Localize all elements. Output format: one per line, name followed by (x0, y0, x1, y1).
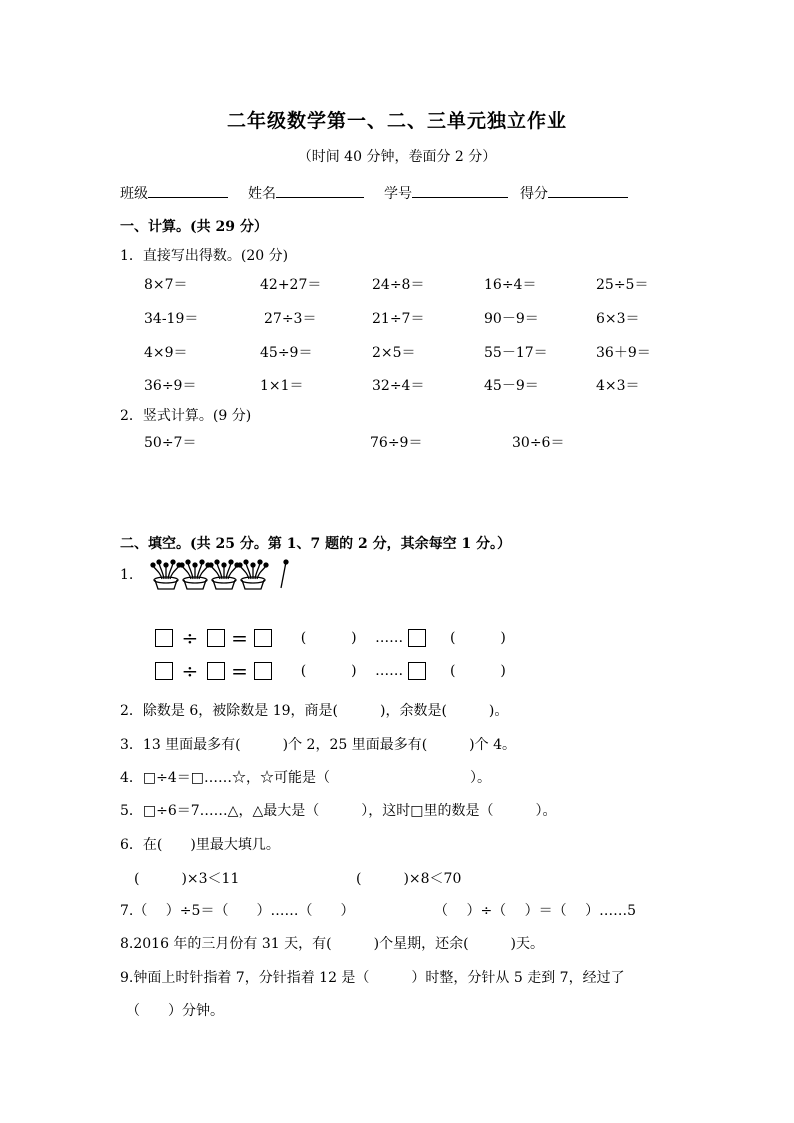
page-title: 二年级数学第一、二、三单元独立作业 (226, 110, 567, 132)
equals-symbol: = (231, 659, 248, 683)
fill-blank-question: 6．在( )里最大填几。 (120, 837, 280, 853)
single-flower-stem-icon (281, 560, 288, 588)
fill-blank-question: 8.2016 年的三月份有 31 天，有( )个星期，还余( )天。 (120, 936, 544, 952)
oral-calc-item: 6×3＝ (596, 311, 640, 327)
oral-calc-item: 4×3＝ (596, 378, 640, 394)
page-subtitle: （时间 40 分钟，卷面分 2 分） (297, 149, 497, 165)
close-paren: ) (500, 630, 506, 646)
field-class-label: 班级 (120, 186, 148, 202)
box-equation-row (155, 659, 506, 683)
oral-calc-item: 45－9＝ (484, 378, 539, 394)
answer-box[interactable] (155, 662, 173, 680)
oral-calc-item: 24÷8＝ (372, 277, 425, 293)
open-paren: ( (300, 663, 307, 679)
remainder-dots: …… (375, 630, 404, 646)
answer-box[interactable] (207, 629, 225, 647)
division-symbol: ÷ (181, 626, 199, 650)
oral-calc-item: 45÷9＝ (260, 345, 313, 361)
oral-calc-item: 8×7＝ (144, 277, 188, 293)
field-class (120, 183, 228, 203)
oral-calc-item: 42+27＝ (260, 277, 322, 293)
flower-pot-icon (209, 560, 239, 589)
answer-box[interactable] (254, 629, 272, 647)
oral-calc-item: 21÷7＝ (372, 311, 425, 327)
field-name (248, 183, 364, 203)
box-equation-row (155, 626, 506, 650)
flower-pot-icon (180, 560, 210, 589)
fill-blank-subquestion: ( )×3＜11 (134, 871, 240, 887)
fill-blank-question: 3．13 里面最多有( )个 2，25 里面最多有( )个 4。 (120, 737, 516, 753)
answer-box[interactable] (408, 629, 426, 647)
section2-heading: 二、填空。(共 25 分。第 1、7 题的 2 分，其余每空 1 分。） (120, 536, 512, 552)
field-id-blank[interactable] (412, 183, 508, 198)
oral-calc-item: 2×5＝ (372, 345, 416, 361)
close-paren: ) (351, 663, 357, 679)
oral-calc-item: 34-19＝ (144, 311, 199, 327)
field-id-label: 学号 (384, 186, 412, 202)
answer-box[interactable] (155, 629, 173, 647)
flower-pot-icon (238, 560, 268, 589)
field-score-blank[interactable] (548, 183, 628, 198)
open-paren: ( (450, 630, 456, 646)
vertical-calc-item: 50÷7＝ (144, 435, 197, 451)
field-name-label: 姓名 (248, 186, 276, 202)
oral-calc-item: 55－17＝ (484, 345, 548, 361)
answer-box[interactable] (207, 662, 225, 680)
equals-symbol: = (231, 626, 248, 650)
oral-calc-item: 36＋9＝ (596, 345, 651, 361)
field-score-label: 得分 (520, 186, 548, 202)
field-name-blank[interactable] (276, 183, 364, 198)
answer-box[interactable] (408, 662, 426, 680)
fill-blank-question-continued: （ ）分钟。 (126, 1003, 224, 1019)
fill-blank-subquestion: （ ）÷（ ）＝（ ）……5 (434, 903, 636, 919)
oral-calc-item: 16÷4＝ (484, 277, 537, 293)
open-paren: ( (300, 630, 307, 646)
remainder-dots: …… (375, 663, 404, 679)
oral-calc-item: 36÷9＝ (144, 378, 197, 394)
section1-q2-label: 2．竖式计算。(9 分) (120, 408, 252, 424)
open-paren: ( (450, 663, 456, 679)
close-paren: ) (500, 663, 506, 679)
vertical-calc-item: 30÷6＝ (512, 435, 565, 451)
division-symbol: ÷ (181, 659, 199, 683)
fill-blank-question: 9.钟面上时针指着 7，分针指着 12 是（ ）时整，分针从 5 走到 7，经过了 (120, 970, 625, 986)
oral-calc-item: 32÷4＝ (372, 378, 425, 394)
field-id (384, 183, 508, 203)
flower-pots-illustration (148, 558, 298, 594)
oral-calc-item: 25÷5＝ (596, 277, 649, 293)
oral-calc-item: 27÷3＝ (264, 311, 317, 327)
fill-blank-question: 5．□÷6＝7……△，△最大是（ ），这时□里的数是（ ）。 (120, 803, 557, 819)
fill-blank-question: 2．除数是 6，被除数是 19，商是( )，余数是( )。 (120, 703, 509, 719)
oral-calc-item: 4×9＝ (144, 345, 188, 361)
oral-calc-item: 90－9＝ (484, 311, 539, 327)
oral-calc-item: 1×1＝ (260, 378, 304, 394)
close-paren: ) (351, 630, 357, 646)
fill-blank-question: 7.（ ）÷5＝（ ）……（ ） (120, 903, 355, 919)
section1-heading: 一、计算。(共 29 分） (120, 219, 268, 235)
field-score (520, 183, 628, 203)
vertical-calc-item: 76÷9＝ (370, 435, 423, 451)
answer-box[interactable] (254, 662, 272, 680)
fill-blank-subquestion: ( )×8＜70 (356, 871, 462, 887)
flower-pot-icon (151, 560, 181, 589)
section2-q1-number: 1. (120, 567, 134, 583)
fill-blank-question: 4．□÷4＝□……☆，☆可能是（ ）。 (120, 770, 491, 786)
section1-q1-label: 1．直接写出得数。(20 分) (120, 248, 289, 264)
field-class-blank[interactable] (148, 183, 228, 198)
